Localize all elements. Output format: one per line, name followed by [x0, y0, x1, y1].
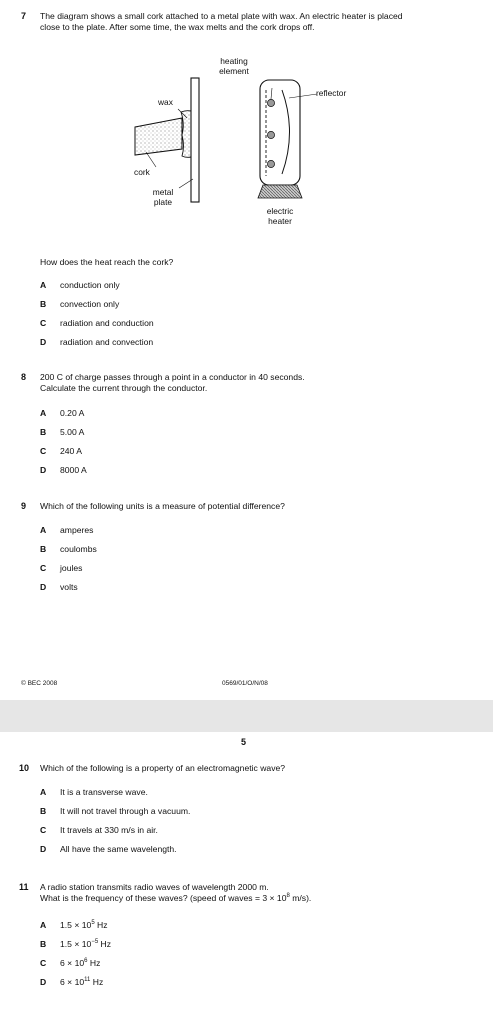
footer-paper-code: 0569/01/O/N/08 [222, 680, 268, 687]
heating-element-bulb-3 [267, 160, 274, 167]
label-wax: wax [158, 97, 173, 107]
option-text: volts [60, 582, 78, 592]
cork-heater-diagram [0, 50, 493, 235]
option-letter: C [40, 825, 47, 835]
option-text [60, 958, 100, 968]
value-mantissa: 1.5 × 10 [60, 939, 92, 949]
label-heater: heater [268, 216, 292, 226]
stem-exponent: 8 [286, 893, 290, 900]
option-letter: A [40, 787, 47, 797]
option-text: It is a transverse wave. [60, 787, 148, 797]
question-7-stem-line2: close to the plate. After some time, the wax melts and the cork drops off. [40, 22, 315, 32]
option-letter: D [40, 844, 47, 854]
exam-page-5 [0, 732, 493, 1019]
stem-text: What is the frequency of these waves? (speed of waves = 3 × 10 [40, 893, 287, 903]
page-number: 5 [241, 737, 247, 747]
question-11-stem-line2 [40, 893, 485, 904]
option-text: conduction only [60, 280, 120, 290]
label-metal-plate [143, 187, 183, 207]
heater-base [258, 185, 302, 198]
value-exponent: 6 [84, 958, 88, 965]
option-letter: A [40, 920, 47, 930]
option-letter: B [40, 427, 47, 437]
value-exponent: 11 [84, 977, 91, 984]
label-plate: plate [153, 197, 173, 207]
cork-heater-diagram-svg [0, 50, 493, 235]
value-mantissa: 1.5 × 10 [60, 920, 92, 930]
option-letter: C [40, 563, 47, 573]
value-unit: Hz [98, 939, 112, 949]
question-9-number: 9 [21, 501, 27, 511]
option-text: 5.00 A [60, 427, 85, 437]
value-exponent: −5 [91, 939, 99, 946]
option-letter: B [40, 939, 47, 949]
option-text: It will not travel through a vacuum. [60, 806, 191, 816]
footer-copyright: © BEC 2008 [21, 680, 58, 687]
option-letter: B [40, 806, 47, 816]
heating-element-bulb-2 [267, 131, 274, 138]
option-letter: A [40, 525, 47, 535]
option-text [60, 939, 111, 949]
option-letter: D [40, 977, 47, 987]
value-unit: Hz [94, 920, 108, 930]
option-text: It travels at 330 m/s in air. [60, 825, 158, 835]
option-text: 8000 A [60, 465, 87, 475]
label-cork: cork [134, 167, 150, 177]
value-mantissa: 6 × 10 [60, 958, 85, 968]
question-9-stem: Which of the following units is a measure of potential difference? [40, 501, 285, 511]
question-11-stem [40, 882, 485, 904]
stem-text-end: m/s). [289, 893, 312, 903]
label-electric: electric [266, 206, 294, 216]
option-letter: D [40, 582, 47, 592]
value-unit: Hz [87, 958, 101, 968]
option-letter: B [40, 544, 47, 554]
question-10-stem: Which of the following is a property of an electromagnetic wave? [40, 763, 286, 773]
option-text: amperes [60, 525, 94, 535]
question-7-stem-line1: The diagram shows a small cork attached to a metal plate with wax. An electric heater is placed [40, 11, 403, 21]
question-8-number: 8 [21, 372, 27, 382]
page-separator [0, 700, 493, 732]
option-letter: C [40, 446, 47, 456]
question-8-stem-line2: Calculate the current through the conductor. [40, 383, 208, 393]
metal-plate [191, 78, 199, 202]
label-electric-heater [254, 206, 306, 226]
option-letter: D [40, 337, 47, 347]
option-letter: A [40, 280, 47, 290]
label-heating: heating [220, 56, 248, 66]
value-unit: Hz [90, 977, 104, 987]
question-7-stem [40, 11, 485, 33]
option-letter: A [40, 408, 47, 418]
question-10-number: 10 [19, 763, 30, 773]
question-8-stem-line1: 200 C of charge passes through a point in a conductor in 40 seconds. [40, 372, 305, 382]
value-mantissa: 6 × 10 [60, 977, 85, 987]
option-letter: B [40, 299, 47, 309]
option-text: joules [60, 563, 83, 573]
label-element: element [219, 66, 249, 76]
question-11-stem-line1: A radio station transmits radio waves of wavelength 2000 m. [40, 882, 269, 892]
option-text [60, 977, 103, 987]
question-11-number: 11 [19, 882, 29, 892]
option-text: radiation and convection [60, 337, 154, 347]
question-7-prompt: How does the heat reach the cork? [40, 257, 174, 267]
cork [135, 118, 182, 155]
option-letter: D [40, 465, 47, 475]
option-text: convection only [60, 299, 120, 309]
option-text: radiation and conduction [60, 318, 154, 328]
option-text: 240 A [60, 446, 82, 456]
option-letter: C [40, 958, 47, 968]
label-reflector: reflector [316, 88, 347, 98]
label-heating-element [206, 56, 262, 76]
option-text: 0.20 A [60, 408, 85, 418]
question-8-stem [40, 372, 480, 394]
question-7-number: 7 [21, 11, 27, 21]
option-text: coulombs [60, 544, 97, 554]
label-metal: metal [152, 187, 174, 197]
option-text: All have the same wavelength. [60, 844, 177, 854]
option-letter: C [40, 318, 47, 328]
heating-element-bulb-1 [267, 99, 274, 106]
option-text [60, 920, 108, 930]
value-exponent: 5 [91, 920, 95, 927]
